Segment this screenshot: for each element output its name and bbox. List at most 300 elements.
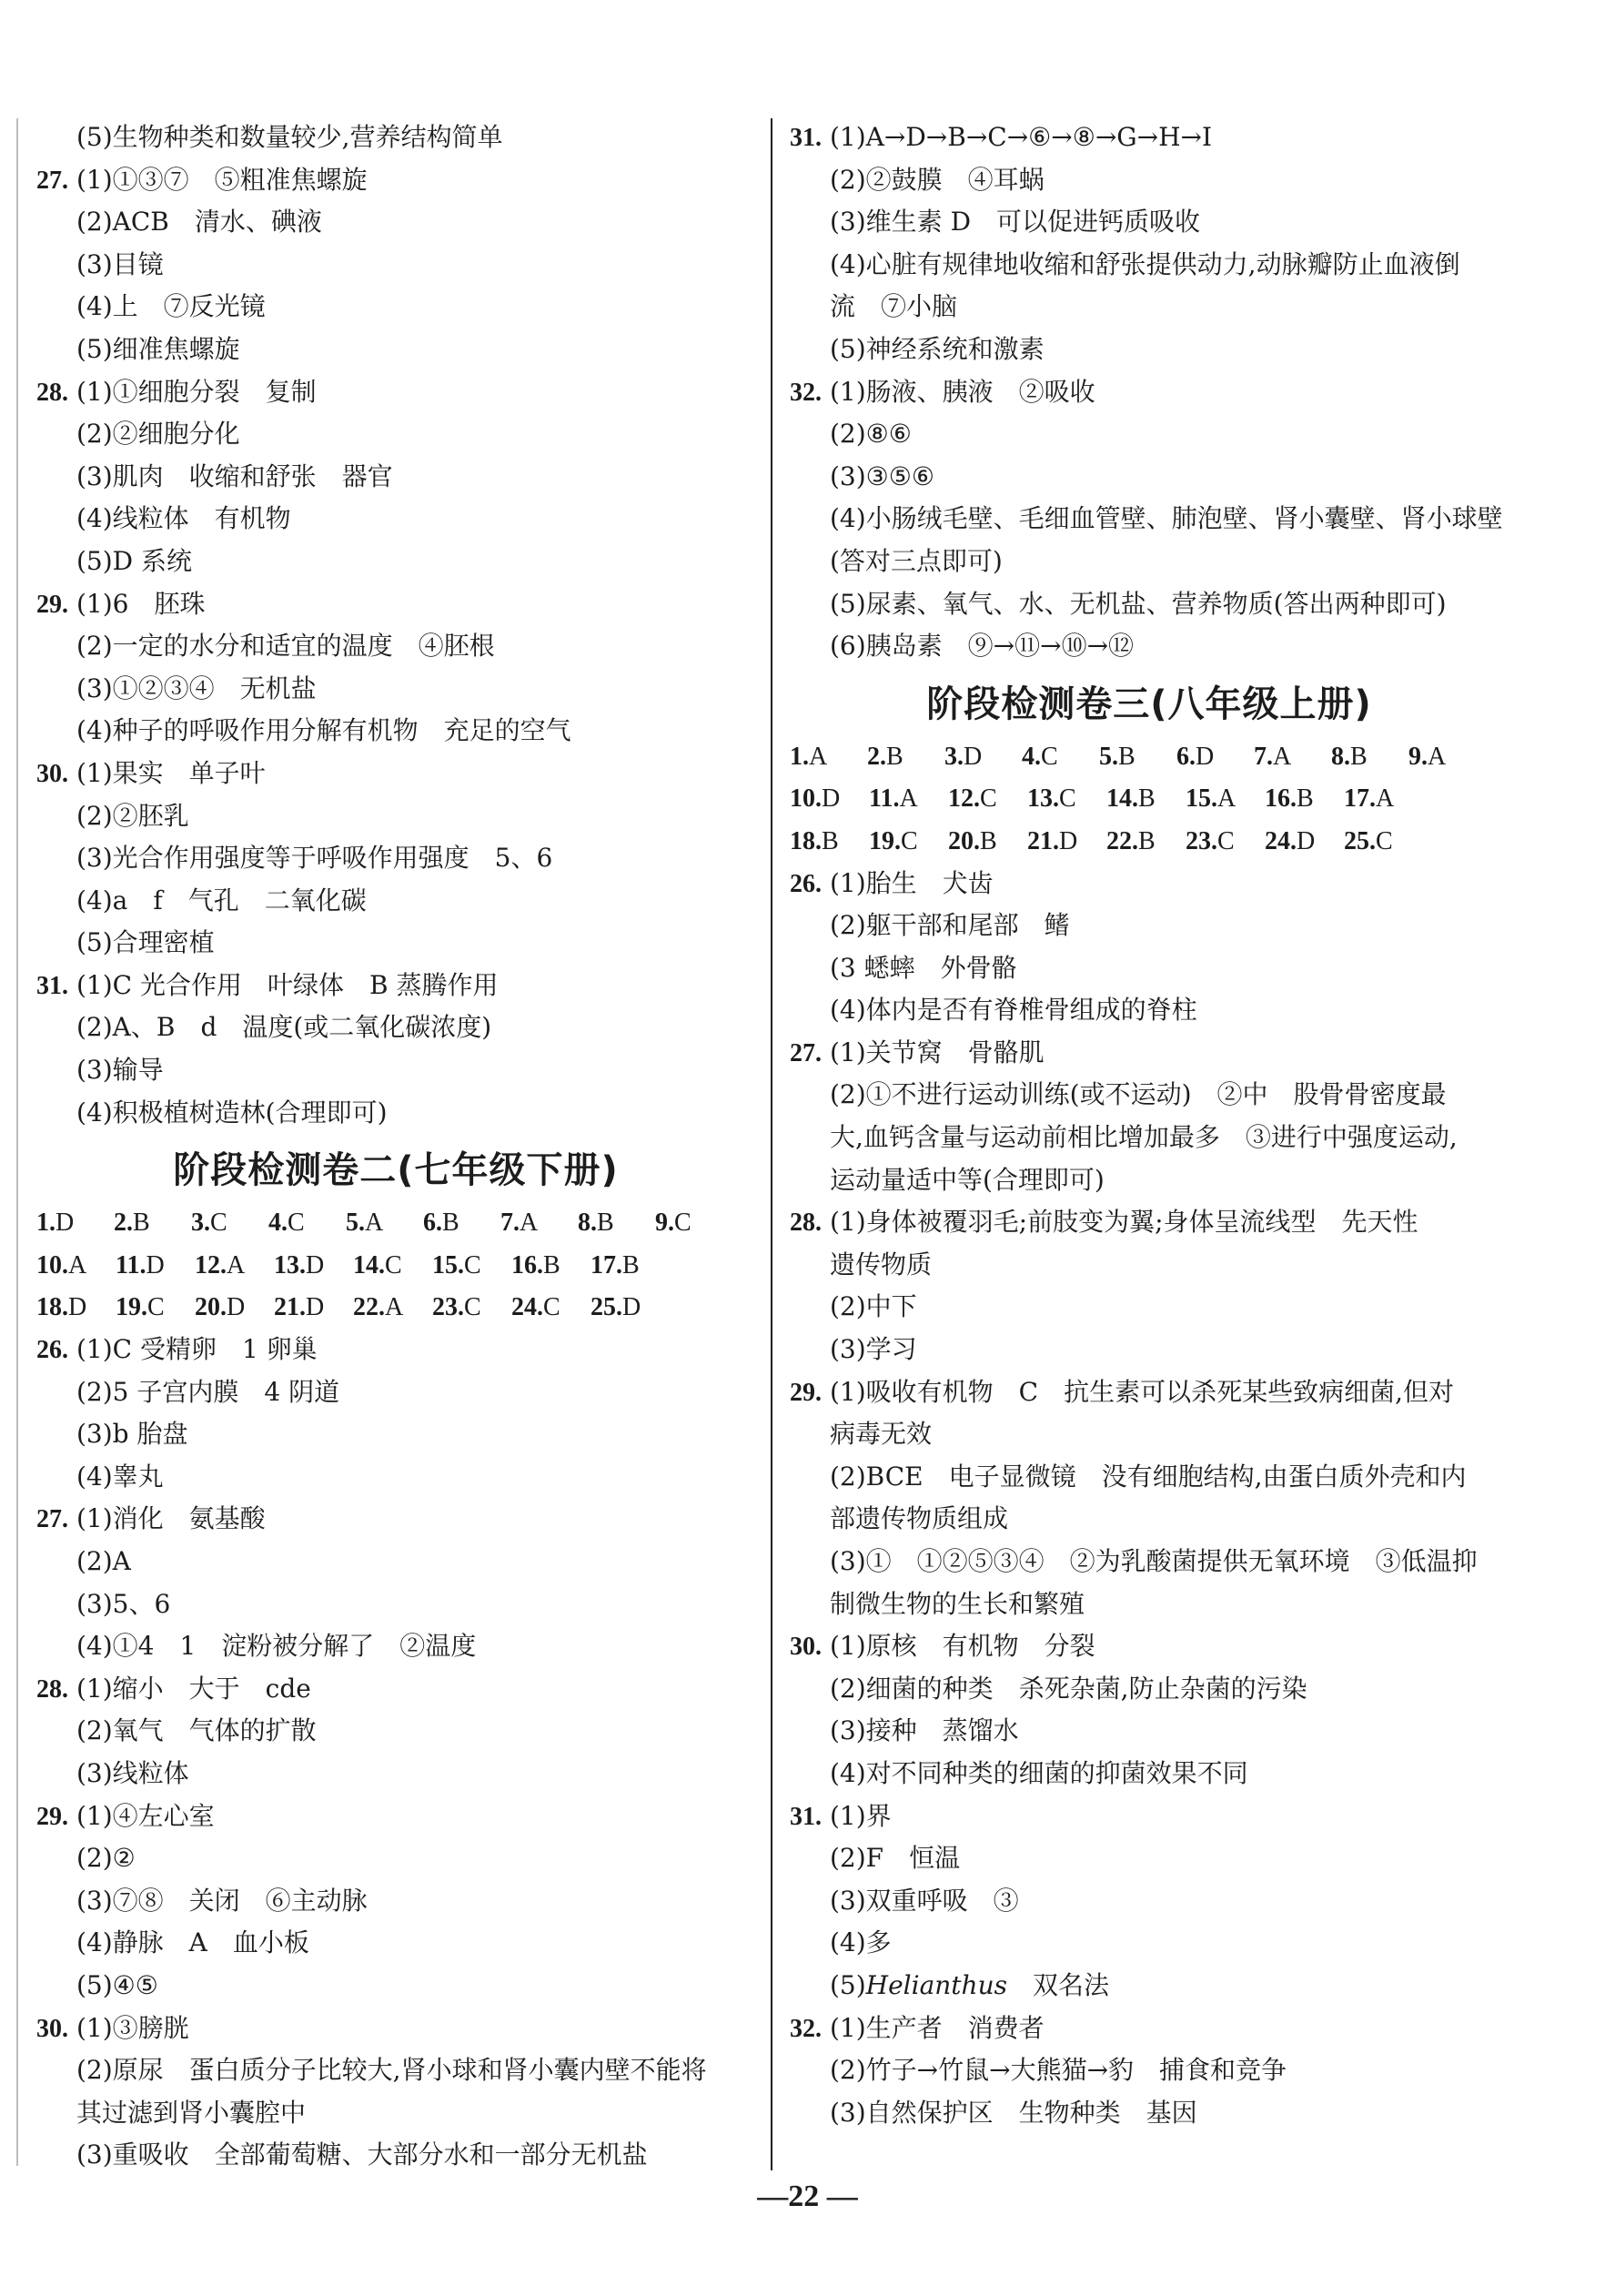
answer-line [790,905,1509,947]
mc-answer-row [36,1244,755,1287]
answer-text: (2)A、B d 温度(或二氧化碳浓度) [76,1012,492,1043]
left-edge-rule [16,118,18,2166]
answer-line [36,1006,755,1049]
mc-answer [944,735,1022,778]
mc-answer [790,777,869,820]
answer-line [790,1583,1509,1626]
mc-answer [1408,735,1486,778]
mc-answer [1331,735,1408,778]
answer-text: (2)中下 [830,1291,917,1322]
question-answer-line [36,1795,755,1838]
answer-line [36,1456,755,1499]
mc-number: 23. [1186,826,1217,855]
mc-number: 6. [1176,742,1196,771]
mc-number: 5. [346,1209,365,1238]
mc-letter: C [980,784,997,814]
answer-text: (3 蟋蟀 外骨骼 [830,952,1017,983]
answer-line [36,541,755,583]
multiple-choice-answers-exam2 [36,1201,755,1329]
question-answer-line [36,371,755,414]
answer-text: (3)输导 [76,1055,164,1086]
answer-text: (1)C 光合作用 叶绿体 B 蒸腾作用 [76,969,499,1000]
answer-text: (4)①4 1 淀粉被分解了 ②温度 [76,1631,477,1662]
mc-letter: A [227,1250,246,1279]
mc-letter: C [1376,826,1393,855]
mc-answer-row [790,820,1509,863]
mc-answer [274,1286,353,1329]
mc-answer [36,1244,116,1287]
mc-number: 23. [432,1293,464,1322]
mc-number: 11. [116,1250,146,1279]
mc-answer [1106,820,1186,863]
answer-line [36,456,755,499]
question-number: 29. [36,1802,68,1831]
mc-number: 15. [1186,784,1217,814]
answer-text: (5)Helianthus 双名法 [830,1969,1109,2000]
answer-line [36,1541,755,1583]
answer-text: (3)自然保护区 生物种类 基因 [830,2097,1197,2128]
mc-answer [500,1201,578,1244]
mc-letter: B [1118,742,1136,771]
mc-answer-row [790,777,1509,820]
answer-text: (4)积极植树造林(合理即可) [76,1097,388,1128]
answer-text: (4)静脉 A 血小板 [76,1927,309,1958]
answers-block-exam3 [790,863,1509,2135]
answer-line [790,1541,1509,1583]
answer-line [790,413,1509,456]
mc-answer [869,820,948,863]
mc-letter: A [385,1293,404,1322]
answer-line [790,244,1509,287]
answer-text: (2)5 子宫内膜 4 阴道 [76,1376,340,1407]
mc-answer [655,1201,732,1244]
mc-answer-row [36,1201,755,1244]
question-answer-line [36,583,755,626]
mc-answer [432,1244,511,1287]
mc-answer [948,777,1027,820]
mc-number: 4. [1022,742,1041,771]
mc-number: 24. [1265,826,1297,855]
answer-line [36,201,755,244]
answer-text: (3)线粒体 [76,1757,189,1788]
question-answer-line [790,1371,1509,1414]
question-answer-line [36,159,755,202]
question-answer-line [36,965,755,1007]
mc-number: 1. [36,1209,56,1238]
question-answer-line [36,753,755,795]
mc-answer [1099,735,1176,778]
answer-text: (2)F 恒温 [830,1843,961,1874]
answer-text: 遗传物质 [830,1249,933,1279]
mc-answer [36,1286,116,1329]
page-number: —22 — [757,2180,858,2213]
mc-letter: D [68,1293,87,1322]
multiple-choice-answers-exam3 [790,735,1509,863]
mc-number: 25. [1344,826,1376,855]
answer-text: (2)⑧⑥ [830,419,912,450]
mc-letter: B [543,1250,560,1279]
answer-line [790,1498,1509,1541]
mc-answer [346,1201,423,1244]
mc-answer [36,1201,114,1244]
mc-letter: B [133,1209,150,1238]
answer-text: (1)缩小 大于 cde [76,1673,311,1704]
question-number: 30. [790,1633,822,1662]
mc-letter: B [1138,826,1156,855]
answer-line [36,1092,755,1135]
answer-line [790,2049,1509,2092]
mc-letter: D [146,1250,165,1279]
mc-number: 2. [867,742,886,771]
mc-letter: B [980,826,997,855]
mc-answer [511,1244,590,1287]
mc-answer [590,1244,670,1287]
answer-text: (1)③膀胱 [76,2012,189,2043]
mc-answer [790,820,869,863]
answer-text: (1)吸收有机物 C 抗生素可以杀死某些致病细菌,但对 [830,1376,1454,1407]
answer-text: (5)合理密植 [76,927,215,958]
answer-line [790,1159,1509,1202]
mc-letter: B [822,826,839,855]
answer-line [790,1286,1509,1329]
answer-line [790,1922,1509,1965]
question-number: 27. [790,1038,822,1067]
mc-letter: C [147,1293,165,1322]
answer-line [36,1413,755,1456]
answer-text: (4)a f 气孔 二氧化碳 [76,885,367,915]
mc-answer [1344,820,1423,863]
question-number: 31. [36,971,68,1000]
question-number: 28. [790,1209,822,1238]
question-number: 32. [790,2014,822,2043]
answer-text: (2)② [76,1843,136,1874]
mc-letter: C [210,1209,227,1238]
question-answer-line [790,1201,1509,1244]
answer-text: 大,血钙含量与运动前相比增加最多 ③进行中强度运动, [830,1122,1458,1153]
answer-text: 部遗传物质组成 [830,1503,1009,1534]
answer-line [36,1837,755,1880]
mc-answer [268,1201,346,1244]
mc-number: 17. [1344,784,1376,814]
answer-line [36,1625,755,1668]
answer-text: (答对三点即可) [830,545,1003,576]
mc-number: 22. [353,1293,385,1322]
answer-line [36,244,755,287]
mc-answer [432,1286,511,1329]
answer-line [36,625,755,668]
answer-line [36,1880,755,1923]
answer-text: (2)细菌的种类 杀死杂菌,防止杂菌的污染 [830,1673,1307,1704]
answer-text: (1)身体被覆羽毛;前肢变为翼;身体呈流线型 先天性 [830,1207,1418,1238]
mc-number: 24. [511,1293,543,1322]
answer-line [36,1049,755,1092]
mc-answer [423,1201,500,1244]
answer-line [36,1583,755,1626]
mc-number: 13. [274,1250,306,1279]
answer-text: (2)②鼓膜 ④耳蜗 [830,164,1045,195]
answer-text: (2)①不进行运动训练(或不运动) ②中 股骨骨密度最 [830,1079,1447,1110]
mc-letter: A [809,742,828,771]
answer-text: (4)种子的呼吸作用分解有机物 充足的空气 [76,715,571,746]
question-number: 29. [790,1378,822,1407]
mc-answer-row [790,735,1509,778]
right-column [790,116,1509,2134]
mc-number: 8. [1331,742,1350,771]
answer-line [790,2092,1509,2135]
answer-text: (1)果实 单子叶 [76,757,266,788]
mc-answer [1265,820,1344,863]
mc-answer [511,1286,590,1329]
answer-text: (1)生产者 消费者 [830,2012,1045,2043]
answer-text: 其过滤到肾小囊腔中 [76,2097,307,2128]
answer-line [790,1117,1509,1159]
mc-number: 10. [36,1250,68,1279]
answer-text: (5)细准焦螺旋 [76,333,240,364]
mc-answer [1027,777,1106,820]
mc-number: 16. [1265,784,1297,814]
mc-letter: C [1041,742,1058,771]
mc-answer [1027,820,1106,863]
question-number: 30. [36,2014,68,2043]
mc-number: 13. [1027,784,1059,814]
answer-text: (1)A→D→B→C→⑥→⑧→G→H→I [830,122,1213,152]
mc-number: 19. [869,826,901,855]
mc-letter: B [442,1209,459,1238]
mc-letter: C [288,1209,305,1238]
answer-text: (3)⑦⑧ 关闭 ⑥主动脉 [76,1885,368,1916]
answer-line [36,1710,755,1753]
answer-line [790,1329,1509,1371]
answer-line [36,413,755,456]
answers-block-exam2-end [790,116,1509,668]
mc-answer [116,1244,195,1287]
mc-number: 16. [511,1250,543,1279]
answer-text: (1)①③⑦ ⑤粗准焦螺旋 [76,164,368,195]
answer-line [36,1922,755,1965]
mc-letter: D [622,1293,641,1322]
mc-answer [578,1201,655,1244]
section-heading-exam3: 阶段检测卷三(八年级上册) [926,683,1372,725]
mc-letter: C [674,1209,691,1238]
mc-number: 12. [195,1250,227,1279]
answer-text: (1)6 胚珠 [76,588,206,619]
answer-text: (6)胰岛素 ⑨→⑪→⑩→⑫ [830,631,1135,662]
answer-text: (2)躯干部和尾部 鳍 [830,910,1070,941]
mc-answer [1344,777,1423,820]
answer-line [790,541,1509,583]
question-number: 27. [36,1505,68,1534]
answer-text: (4)睾丸 [76,1461,164,1492]
mc-number: 2. [114,1209,133,1238]
answer-text: (1)关节窝 骨骼肌 [830,1037,1045,1067]
answer-text: (2)②胚乳 [76,800,189,831]
answers-block-exam1-end [36,116,755,1134]
mc-number: 11. [869,784,900,814]
question-answer-line [36,2008,755,2050]
mc-letter: A [1273,742,1292,771]
mc-letter: B [622,1250,640,1279]
answer-text: (3)学习 [830,1334,917,1365]
answer-text: (3)目镜 [76,248,164,279]
answer-text: (4)多 [830,1927,892,1958]
mc-letter: B [1297,784,1314,814]
answer-text: (2)氧气 气体的扩散 [76,1715,317,1746]
answer-line [36,880,755,923]
mc-letter: D [1297,826,1316,855]
mc-letter: C [543,1293,560,1322]
answer-text: (3)b 胎盘 [76,1419,188,1450]
mc-answer [274,1244,353,1287]
answer-line [36,116,755,159]
column-divider [771,118,772,2170]
answer-text: (3)①②③④ 无机盐 [76,673,317,703]
mc-letter: C [1059,784,1076,814]
mc-number: 14. [353,1250,385,1279]
mc-answer [1254,735,1331,778]
answer-line [36,922,755,965]
answer-text: (2)原尿 蛋白质分子比较大,肾小球和肾小囊内壁不能将 [76,2055,707,2086]
section-heading-exam2: 阶段检测卷二(七年级下册) [173,1149,619,1192]
mc-letter: A [520,1209,539,1238]
answer-text: (5)④⑤ [76,1969,158,2000]
mc-answer [1106,777,1186,820]
mc-number: 3. [944,742,964,771]
answer-text: 运动量适中等(合理即可) [830,1164,1105,1195]
answer-line [790,1710,1509,1753]
question-answer-line [790,1625,1509,1668]
question-answer-line [36,1329,755,1371]
answer-text: (4)上 ⑦反光镜 [76,291,266,322]
mc-number: 3. [191,1209,210,1238]
mc-letter: A [1428,742,1447,771]
answer-text: (1)④左心室 [76,1800,215,1831]
answer-line [36,710,755,753]
question-answer-line [790,371,1509,414]
mc-number: 18. [36,1293,68,1322]
mc-number: 25. [590,1293,622,1322]
answer-text: (5)尿素、氧气、水、无机盐、营养物质(答出两种即可) [830,588,1447,619]
answer-text: (3)① ①②⑤③④ ②为乳酸菌提供无氧环境 ③低温抑 [830,1546,1478,1576]
answer-line [36,2049,755,2092]
mc-number: 4. [268,1209,288,1238]
mc-letter: B [1138,784,1156,814]
answer-text: (2)一定的水分和适宜的温度 ④胚根 [76,631,495,662]
answer-line [790,583,1509,626]
question-number: 26. [790,869,822,898]
answer-line [790,201,1509,244]
answer-line [36,329,755,371]
mc-letter: C [1217,826,1235,855]
question-answer-line [790,2008,1509,2050]
question-number: 28. [36,1674,68,1704]
answer-text: (2)A [76,1546,131,1576]
question-number: 31. [790,1802,822,1831]
mc-letter: C [464,1293,481,1322]
answer-text: (1)原核 有机物 分裂 [830,1631,1095,1662]
mc-answer [869,777,948,820]
answer-text: (2)竹子→竹鼠→大熊猫→豹 捕食和竞争 [830,2055,1287,2086]
answer-line [790,498,1509,541]
answer-text: (4)线粒体 有机物 [76,503,291,534]
mc-letter: A [68,1250,87,1279]
answer-text: (1)消化 氨基酸 [76,1503,266,1534]
question-number: 28. [36,378,68,407]
answer-line [790,1837,1509,1880]
answer-text: (1)C 受精卵 1 卵巢 [76,1334,318,1365]
answer-line [790,989,1509,1032]
mc-answer [195,1286,274,1329]
answer-line [36,286,755,329]
answer-line [790,1074,1509,1117]
mc-number: 10. [790,784,822,814]
question-answer-line [36,1498,755,1541]
answer-text: (3)③⑤⑥ [830,460,934,491]
mc-answer [191,1201,268,1244]
mc-answer [116,1286,195,1329]
answer-text: (4)体内是否有脊椎骨组成的脊柱 [830,995,1197,1026]
mc-number: 8. [578,1209,597,1238]
answer-text: (4)对不同种类的细菌的抑菌效果不同 [830,1757,1248,1788]
answer-line [790,456,1509,499]
question-answer-line [36,1668,755,1711]
answer-text: (1)肠液、胰液 ②吸收 [830,376,1095,407]
answer-line [36,2134,755,2177]
answer-line [36,2092,755,2135]
mc-letter: A [365,1209,384,1238]
question-number: 27. [36,166,68,195]
question-number: 29. [36,590,68,619]
mc-letter: A [1376,784,1395,814]
mc-number: 5. [1099,742,1118,771]
mc-number: 19. [116,1293,147,1322]
answer-text: (3)光合作用强度等于呼吸作用强度 5、6 [76,843,553,874]
mc-letter: B [886,742,903,771]
answer-text: (3)重吸收 全部葡萄糖、大部分水和一部分无机盐 [76,2139,648,2170]
answer-text: (1)①细胞分裂 复制 [76,376,317,407]
answer-line [36,1753,755,1795]
mc-letter: D [56,1209,75,1238]
answer-text: (1)界 [830,1800,892,1831]
answer-text: (2)BCE 电子显微镜 没有细胞结构,由蛋白质外壳和内 [830,1461,1467,1492]
answers-block-exam2 [36,1329,755,2177]
mc-letter: D [306,1293,325,1322]
answer-line [790,1456,1509,1499]
answer-text: (5)神经系统和激素 [830,333,1045,364]
mc-answer [790,735,867,778]
answer-line [36,1965,755,2008]
mc-number: 6. [423,1209,442,1238]
mc-letter: D [1196,742,1215,771]
mc-number: 7. [500,1209,520,1238]
answer-text: 病毒无效 [830,1419,933,1450]
answer-line [790,1668,1509,1711]
answer-text: (4)心脏有规律地收缩和舒张提供动力,动脉瓣防止血液倒 [830,248,1460,279]
mc-number: 20. [948,826,980,855]
mc-answer-row [36,1286,755,1329]
question-answer-line [790,116,1509,159]
mc-answer [1265,777,1344,820]
mc-number: 14. [1106,784,1138,814]
answer-line [790,1880,1509,1923]
mc-number: 21. [274,1293,306,1322]
answer-text: (3)接种 蒸馏水 [830,1715,1019,1746]
answer-line [790,1753,1509,1795]
answer-text: (5)D 系统 [76,545,193,576]
answer-text: (1)胎生 犬齿 [830,867,994,898]
mc-number: 9. [1408,742,1428,771]
answer-text: (3)肌肉 收缩和舒张 器官 [76,460,393,491]
mc-number: 17. [590,1250,622,1279]
